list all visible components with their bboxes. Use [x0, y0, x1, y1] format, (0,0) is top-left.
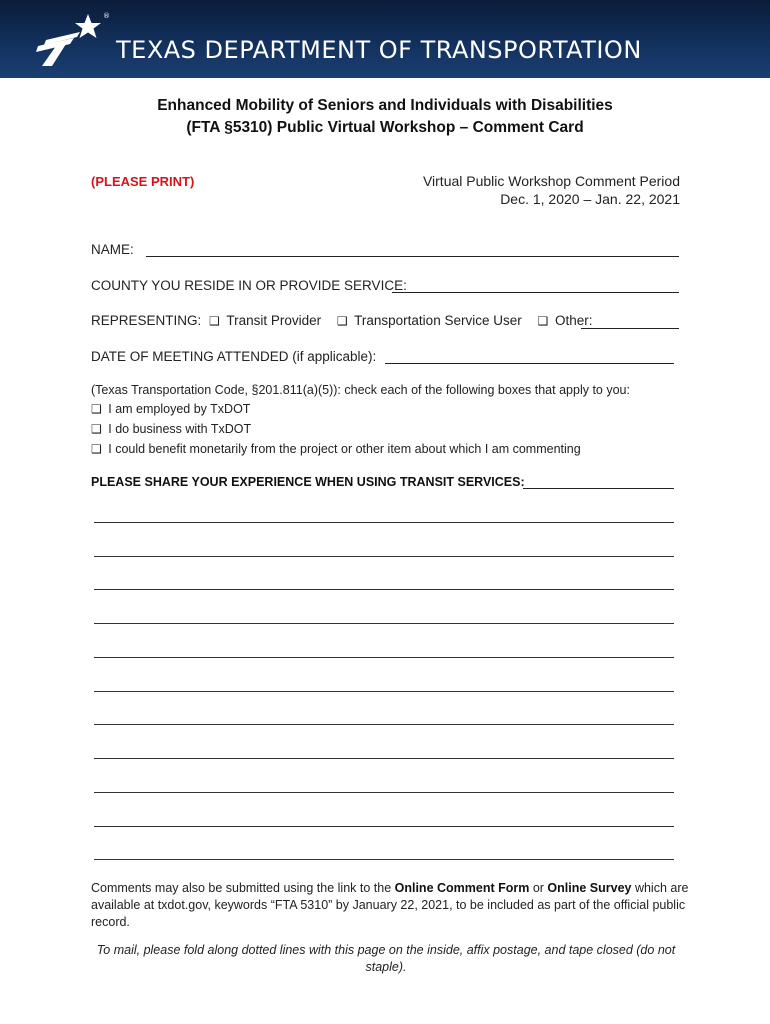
- online-survey-link[interactable]: Online Survey: [547, 881, 632, 895]
- checkbox-other[interactable]: ❑: [537, 314, 549, 328]
- representing-label: REPRESENTING:: [91, 313, 202, 328]
- statute-item: [91, 422, 251, 436]
- checkbox-service-user[interactable]: ❑: [336, 314, 348, 328]
- response-line[interactable]: [94, 792, 674, 793]
- option-service-user: Transportation Service User: [354, 313, 522, 328]
- statute-item: [91, 402, 250, 416]
- agency-name: TEXAS DEPARTMENT OF TRANSPORTATION: [116, 36, 642, 64]
- name-label: NAME:: [91, 242, 134, 257]
- comment-period-label: Virtual Public Workshop Comment Period: [422, 173, 680, 189]
- response-line[interactable]: [94, 758, 674, 759]
- logo-star: [75, 14, 101, 38]
- form-title-line2: (FTA §5310) Public Virtual Workshop – Comment Card: [186, 119, 584, 136]
- response-line[interactable]: [94, 623, 674, 624]
- checkbox-employed[interactable]: ❑: [91, 402, 102, 416]
- response-line[interactable]: [94, 556, 674, 557]
- svg-text:®: ®: [103, 12, 110, 20]
- name-field[interactable]: [146, 256, 679, 257]
- online-comment-form-link[interactable]: Online Comment Form: [394, 881, 530, 895]
- response-line[interactable]: [94, 724, 674, 725]
- meeting-date-label: DATE OF MEETING ATTENDED (if applicable):: [91, 349, 377, 364]
- response-line[interactable]: [94, 859, 674, 860]
- checkbox-benefit[interactable]: ❑: [91, 442, 102, 456]
- agency-banner: [0, 0, 770, 78]
- statute-intro: (Texas Transportation Code, §201.811(a)(5)): check each of the following boxes that apply to you:: [91, 383, 630, 397]
- submission-note: [91, 880, 691, 931]
- statute-item-label: I am employed by TxDOT: [108, 402, 251, 416]
- response-line[interactable]: [94, 589, 674, 590]
- response-line[interactable]: [94, 657, 674, 658]
- statute-item-label: I do business with TxDOT: [108, 422, 252, 436]
- county-label: COUNTY YOU RESIDE IN OR PROVIDE SERVICE:: [91, 278, 407, 293]
- submission-text: or: [529, 881, 548, 895]
- statute-item: [91, 442, 581, 456]
- option-other: Other:: [555, 313, 593, 328]
- submission-text: Comments may also be submitted using the link to the: [91, 881, 395, 895]
- please-print-note: (PLEASE PRINT): [91, 174, 195, 189]
- response-line[interactable]: [94, 691, 674, 692]
- comment-period-dates: Dec. 1, 2020 – Jan. 22, 2021: [500, 191, 680, 207]
- county-field[interactable]: [392, 292, 679, 293]
- form-title-line1: Enhanced Mobility of Seniors and Individuals with Disabilities: [157, 97, 613, 114]
- response-line[interactable]: [523, 488, 674, 489]
- response-line[interactable]: [94, 522, 674, 523]
- representing-row: [91, 313, 593, 328]
- response-line[interactable]: [94, 826, 674, 827]
- share-experience-prompt: PLEASE SHARE YOUR EXPERIENCE WHEN USING TRANSIT SERVICES:: [91, 475, 525, 489]
- checkbox-transit-provider[interactable]: ❑: [209, 314, 220, 328]
- option-transit-provider: Transit Provider: [226, 313, 322, 328]
- statute-item-label: I could benefit monetarily from the project or other item about which I am commenting: [108, 442, 581, 456]
- txdot-logo: [30, 8, 112, 68]
- other-field[interactable]: [581, 328, 679, 329]
- submission-text: which are available at txdot.gov, keywords “FTA 5310” by January 22, 2021, to be included as part of the official public record.: [91, 881, 689, 929]
- meeting-date-field[interactable]: [385, 363, 674, 364]
- checkbox-business[interactable]: ❑: [91, 422, 102, 436]
- mail-instructions: To mail, please fold along dotted lines with this page on the inside, affix postage, and tape closed (do not staple).: [96, 943, 676, 974]
